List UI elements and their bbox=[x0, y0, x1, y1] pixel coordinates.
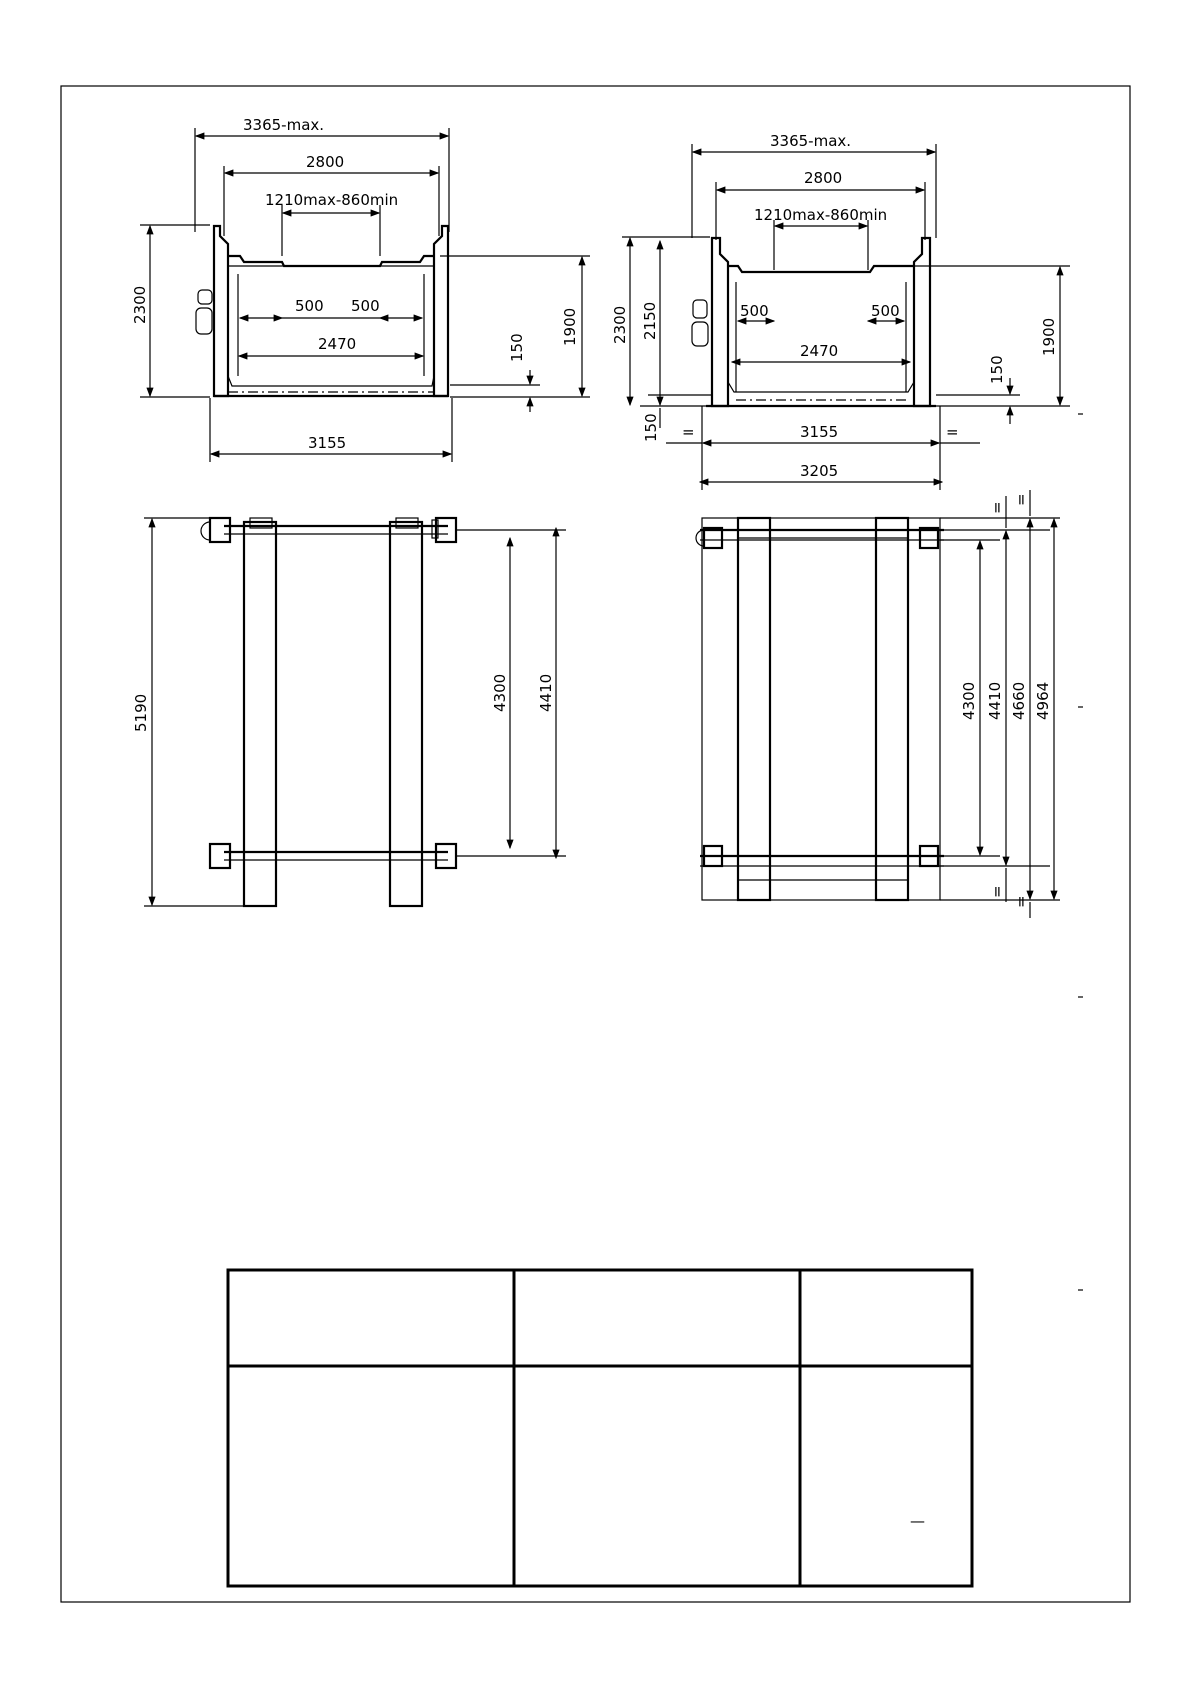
dim-d1: 4300 bbox=[960, 681, 978, 720]
dim-base-height-r: 150 bbox=[988, 355, 1006, 384]
eq-bottom-2: = bbox=[1012, 895, 1030, 908]
title-block bbox=[228, 1270, 972, 1586]
dim-plate-left: 500 bbox=[295, 297, 324, 315]
dim-base-height: 150 bbox=[508, 333, 526, 362]
eq-top-1: = bbox=[988, 501, 1006, 514]
plan-view-right bbox=[696, 490, 1060, 918]
dim-overall-width-r: 3365-max. bbox=[770, 132, 852, 150]
dim-overall-width: 3365-max. bbox=[243, 116, 325, 134]
dim-total-width: 3205 bbox=[800, 462, 839, 480]
dim-d2: 4410 bbox=[986, 681, 1004, 720]
dim-outer-span: 4410 bbox=[537, 673, 555, 712]
dim-lift-height: 1900 bbox=[561, 307, 579, 346]
dim-column-height: 2150 bbox=[641, 301, 659, 340]
dim-height-r: 2300 bbox=[611, 305, 629, 344]
dim-base-width-r: 3155 bbox=[800, 423, 839, 441]
title-mark: — bbox=[910, 1512, 925, 1530]
eq-mark-left: = bbox=[682, 423, 695, 441]
dim-base-height-left: 150 bbox=[642, 413, 660, 442]
dim-runway-gap: 1210max-860min bbox=[265, 191, 399, 209]
dim-inner-width-r: 2470 bbox=[800, 342, 839, 360]
dim-inner-width: 2470 bbox=[318, 335, 357, 353]
front-view-left bbox=[131, 116, 590, 462]
dim-length: 5190 bbox=[132, 693, 150, 732]
eq-top-2: = bbox=[1012, 493, 1030, 506]
plan-view-left bbox=[132, 518, 566, 906]
dim-plate-right: 500 bbox=[351, 297, 380, 315]
dim-d3: 4660 bbox=[1010, 681, 1028, 720]
dim-base-width: 3155 bbox=[308, 434, 347, 452]
eq-bottom-1: = bbox=[988, 885, 1006, 898]
dim-width-r: 2800 bbox=[804, 169, 843, 187]
dim-column-span: 4300 bbox=[491, 673, 509, 712]
dim-d4: 4964 bbox=[1034, 681, 1052, 720]
dim-runway-gap-r: 1210max-860min bbox=[754, 206, 888, 224]
dim-lift-height-r: 1900 bbox=[1040, 317, 1058, 356]
dim-width: 2800 bbox=[306, 153, 345, 171]
dim-plate-right-r: 500 bbox=[871, 302, 900, 320]
front-view-right bbox=[611, 132, 1070, 490]
dim-plate-left-r: 500 bbox=[740, 302, 769, 320]
dim-height: 2300 bbox=[131, 285, 149, 324]
eq-mark-right: = bbox=[946, 423, 959, 441]
